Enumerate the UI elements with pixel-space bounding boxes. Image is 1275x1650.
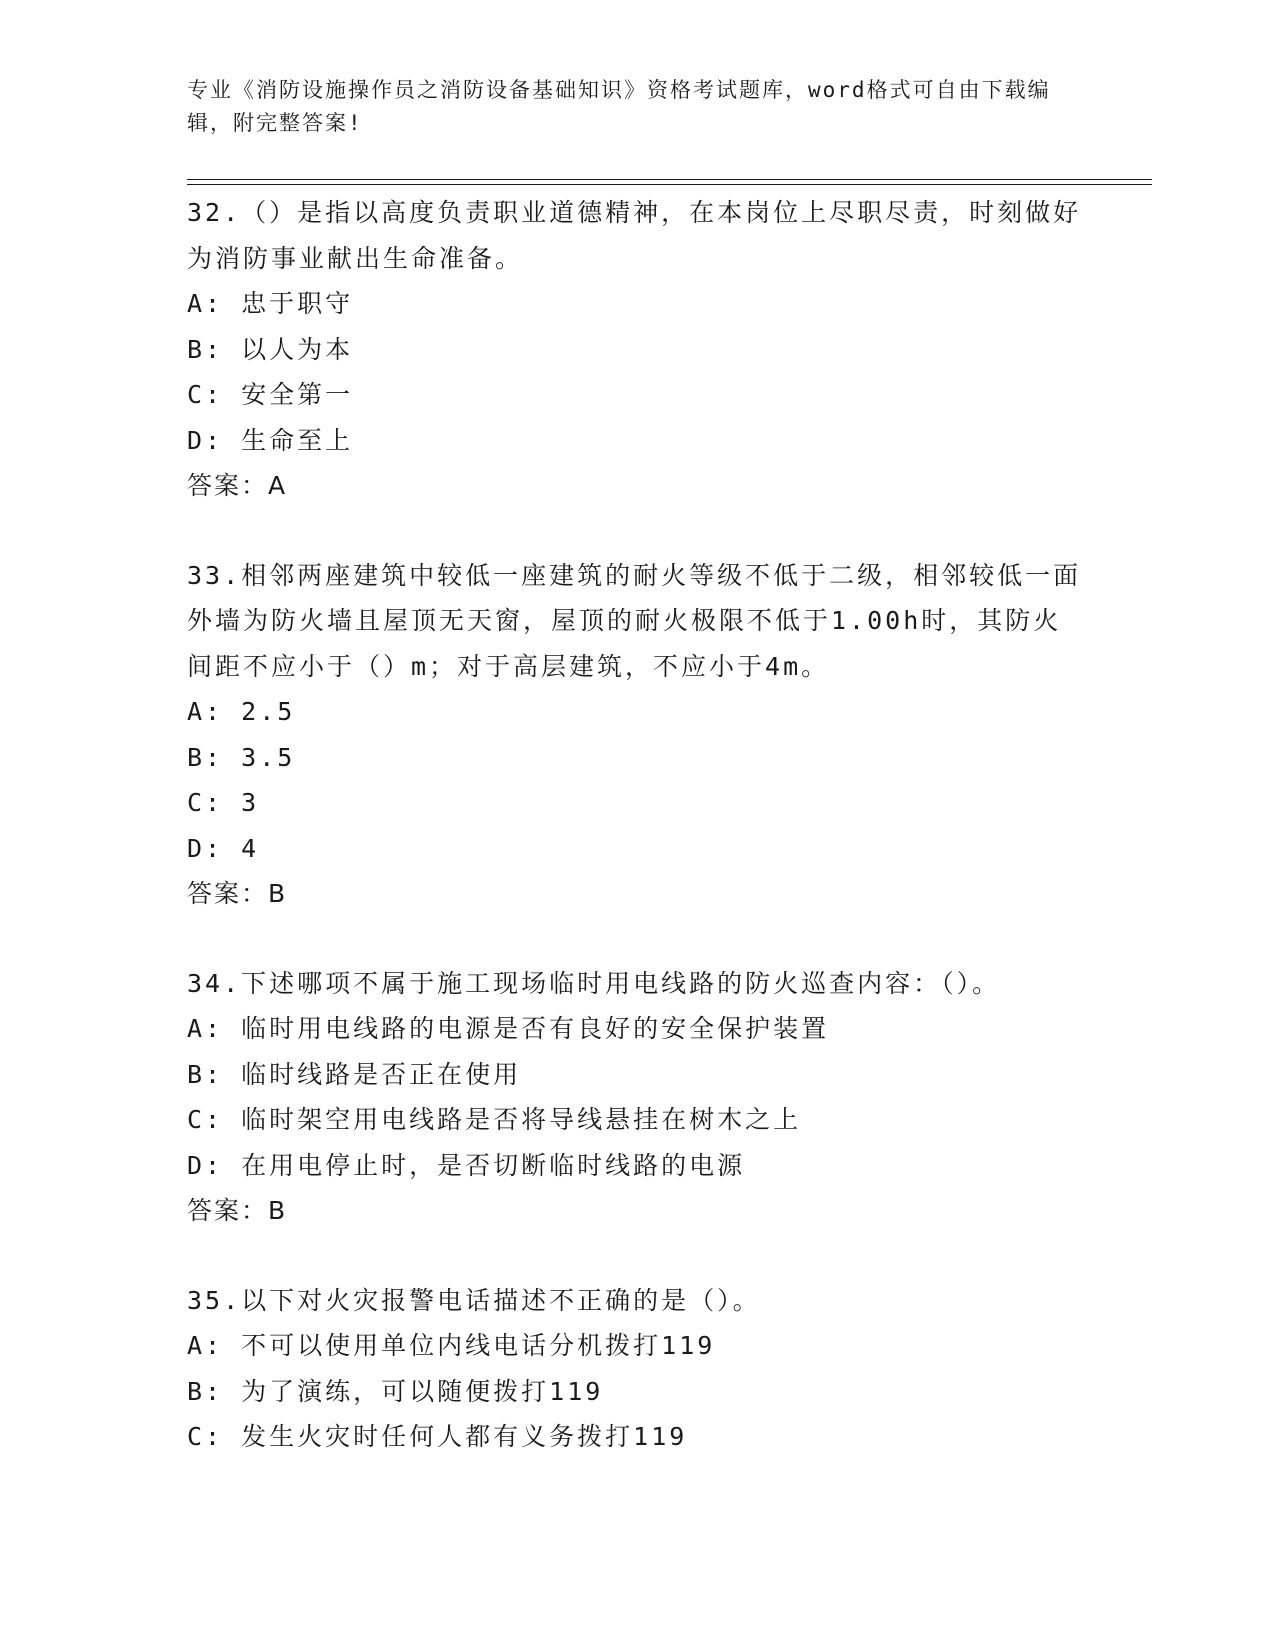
option-c: C: 发生火灾时任何人都有义务拨打119 <box>187 1422 688 1451</box>
option-c: C: 3 <box>187 788 260 817</box>
question-34 <box>187 961 1087 1234</box>
option-b: B: 以人为本 <box>187 334 354 364</box>
question-33 <box>187 553 1087 917</box>
document-header: 专业《消防设施操作员之消防设备基础知识》资格考试题库，word格式可自由下载编辑，附完整答案! <box>187 78 1051 135</box>
option-b: B: 3.5 <box>187 742 296 772</box>
header-rule-bottom <box>187 184 1152 185</box>
option-b: B: 临时线路是否正在使用 <box>187 1059 522 1089</box>
question-stem: 34.下述哪项不属于施工现场临时用电线路的防火巡查内容：（）。 <box>187 968 1001 998</box>
question-stem: 35.以下对火灾报警电话描述不正确的是（）。 <box>187 1285 761 1315</box>
question-stem: 33.相邻两座建筑中较低一座建筑的耐火等级不低于二级，相邻较低一面外墙为防火墙且屋顶无天窗，屋顶的耐火极限不低于1.00h时，其防火间距不应小于（）m；对于高层建筑，不应小于4m。 <box>187 560 1082 681</box>
option-a: A: 不可以使用单位内线电话分机拨打119 <box>187 1331 716 1360</box>
option-d: D: 在用电停止时，是否切断临时线路的电源 <box>187 1150 746 1180</box>
question-list <box>187 190 1087 1504</box>
option-b: B: 为了演练，可以随便拨打119 <box>187 1376 604 1406</box>
question-stem: 32.（）是指以高度负责职业道德精神，在本岗位上尽职尽责，时刻做好为消防事业献出生命准备。 <box>187 198 1082 273</box>
option-d: D: 生命至上 <box>187 425 354 455</box>
answer-line: 答案：B <box>187 879 288 908</box>
answer-line: 答案：A <box>187 471 288 500</box>
option-a: A: 忠于职守 <box>187 289 354 318</box>
answer-line: 答案：B <box>187 1196 288 1225</box>
question-35 <box>187 1278 1087 1460</box>
question-32 <box>187 190 1087 509</box>
option-d: D: 4 <box>187 833 260 863</box>
header-rule-top <box>187 179 1152 180</box>
option-a: A: 2.5 <box>187 697 296 726</box>
option-a: A: 临时用电线路的电源是否有良好的安全保护装置 <box>187 1014 830 1043</box>
option-c: C: 安全第一 <box>187 380 354 409</box>
option-c: C: 临时架空用电线路是否将导线悬挂在树木之上 <box>187 1105 802 1134</box>
